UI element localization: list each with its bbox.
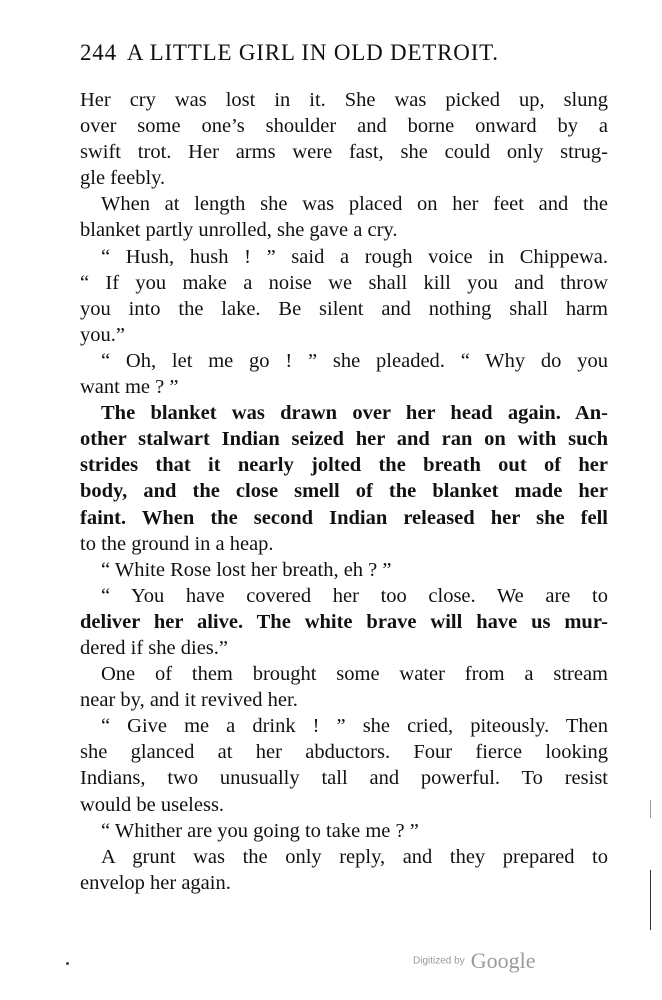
text-line: “ White Rose lost her breath, eh ? ” <box>101 558 392 581</box>
text-line: strides that it nearly jolted the breath out of her <box>80 454 608 477</box>
text-line: gle feebly. <box>80 167 166 190</box>
margin-scan-mark <box>650 870 651 930</box>
text-line: swift trot. Her arms were fast, she could only strug- <box>80 141 608 164</box>
text-line: “ Whither are you going to take me ? ” <box>101 819 419 842</box>
text-line: blanket partly unrolled, she gave a cry. <box>80 219 398 242</box>
text-line: The blanket was drawn over her head again. An- <box>101 402 608 425</box>
text-line: other stalwart Indian seized her and ran on with such <box>80 428 608 451</box>
running-title: A LITTLE GIRL IN OLD DETROIT. <box>126 40 499 65</box>
text-line: body, and the close smell of the blanket made her <box>80 480 608 503</box>
text-line: you into the lake. Be silent and nothing shall harm <box>80 297 608 320</box>
scan-speck <box>66 962 69 965</box>
text-line: she glanced at her abductors. Four fierce looking <box>80 741 608 764</box>
text-line: dered if she dies.” <box>80 636 228 659</box>
google-logo: Google <box>470 948 536 973</box>
digitized-by-label: Digitized by <box>413 955 465 967</box>
text-line: to the ground in a heap. <box>80 532 274 555</box>
text-line: One of them brought some water from a stream <box>101 663 608 686</box>
text-line: Indians, two unusually tall and powerful. To resist <box>80 767 608 790</box>
text-line: “ Give me a drink ! ” she cried, piteously. Then <box>101 715 608 738</box>
text-line: “ Oh, let me go ! ” she pleaded. “ Why do you <box>101 349 608 372</box>
text-line: would be useless. <box>80 793 225 816</box>
text-line: deliver her alive. The white brave will have us mur- <box>80 610 608 633</box>
text-line: faint. When the second Indian released her she fell <box>80 506 608 529</box>
text-line: you.” <box>80 323 125 346</box>
text-line: When at length she was placed on her feet and the <box>101 193 608 216</box>
running-header <box>80 40 600 66</box>
body-text <box>80 87 608 896</box>
text-line: near by, and it revived her. <box>80 689 298 712</box>
text-line: “ Hush, hush ! ” said a rough voice in Chippewa. <box>101 245 608 268</box>
digitized-watermark <box>413 948 535 974</box>
margin-scan-mark <box>650 800 651 818</box>
text-line: “ If you make a noise we shall kill you and throw <box>80 271 608 294</box>
text-line: A grunt was the only reply, and they prepared to <box>101 845 608 868</box>
text-line: Her cry was lost in it. She was picked up, slung <box>80 89 608 111</box>
text-line: envelop her again. <box>80 871 231 894</box>
text-line: want me ? ” <box>80 376 179 399</box>
page-number: 244 <box>80 40 117 65</box>
text-line: over some one’s shoulder and borne onward by a <box>80 115 608 138</box>
text-line: “ You have covered her too close. We are to <box>101 584 608 607</box>
